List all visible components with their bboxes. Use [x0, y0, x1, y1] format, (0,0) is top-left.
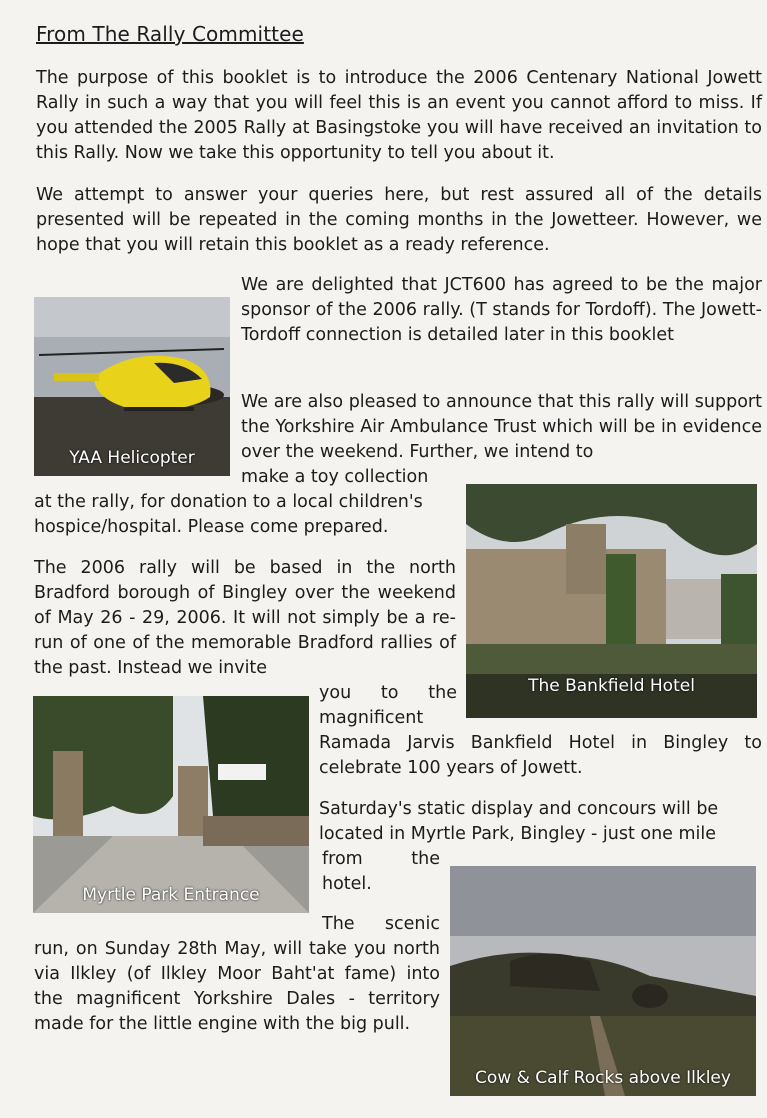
- hotel-photo: [466, 484, 757, 718]
- location-paragraph-cont: you to the magnificent: [319, 683, 457, 728]
- air-ambulance-paragraph-cont: make a toy collection: [241, 467, 429, 487]
- cow-calf-photo: [450, 866, 756, 1096]
- air-ambulance-paragraph: We are also pleased to announce that this rally will support the Yorkshire Air Ambulance Trust which will be in evidence over the weekend. Further, we intend to: [241, 392, 762, 462]
- myrtle-park-photo: [33, 696, 309, 913]
- scenic-run-paragraph-cont: run, on Sunday 28th May, will take you north via Ilkley (of Ilkley Moor Baht'at fame) into the magnificent Yorkshire Dales - territory made for the little engine with the big pull.: [34, 939, 440, 1034]
- cow-calf-caption: Cow & Calf Rocks above Ilkley: [475, 1068, 731, 1088]
- helicopter-caption: YAA Helicopter: [69, 448, 195, 468]
- cow-calf-image: [450, 866, 756, 1096]
- helicopter-photo: [34, 297, 230, 476]
- hotel-caption: The Bankfield Hotel: [528, 676, 695, 696]
- concours-paragraph-cont: from the hotel.: [322, 849, 440, 894]
- intro-paragraph: The purpose of this booklet is to introduce the 2006 Centenary National Jowett Rally in such a way that you will feel this is an event you cannot afford to miss. If you attended the 2005 Rally at Basingstoke you will have received an invitation to this Rally. Now we take this opportunity to tell you about it.: [36, 68, 762, 163]
- myrtle-park-image: [33, 696, 309, 913]
- toy-collection-paragraph: at the rally, for donation to a local children's hospice/hospital. Please come prepared.: [34, 492, 423, 537]
- myrtle-park-caption: Myrtle Park Entrance: [82, 885, 260, 905]
- queries-paragraph: We attempt to answer your queries here, but rest assured all of the details presented will be repeated in the coming months in the Jowetteer. However, we hope that you will retain this booklet as a ready reference.: [36, 185, 762, 255]
- location-paragraph: The 2006 rally will be based in the north Bradford borough of Bingley over the weekend of May 26 - 29, 2006. It will not simply be a re-run of one of the memorable Bradford rallies of the past. Instead we invite: [34, 558, 456, 678]
- scenic-run-paragraph: The scenic: [322, 914, 440, 934]
- concours-paragraph: Saturday's static display and concours will be located in Myrtle Park, Bingley - just one mile: [319, 799, 719, 844]
- hotel-paragraph: Ramada Jarvis Bankfield Hotel in Bingley to celebrate 100 years of Jowett.: [319, 733, 762, 778]
- sponsor-paragraph: We are delighted that JCT600 has agreed to be the major sponsor of the 2006 rally. (T stands for Tordoff). The Jowett-Tordoff connection is detailed later in this booklet: [241, 275, 762, 345]
- page-title: From The Rally Committee: [36, 22, 304, 46]
